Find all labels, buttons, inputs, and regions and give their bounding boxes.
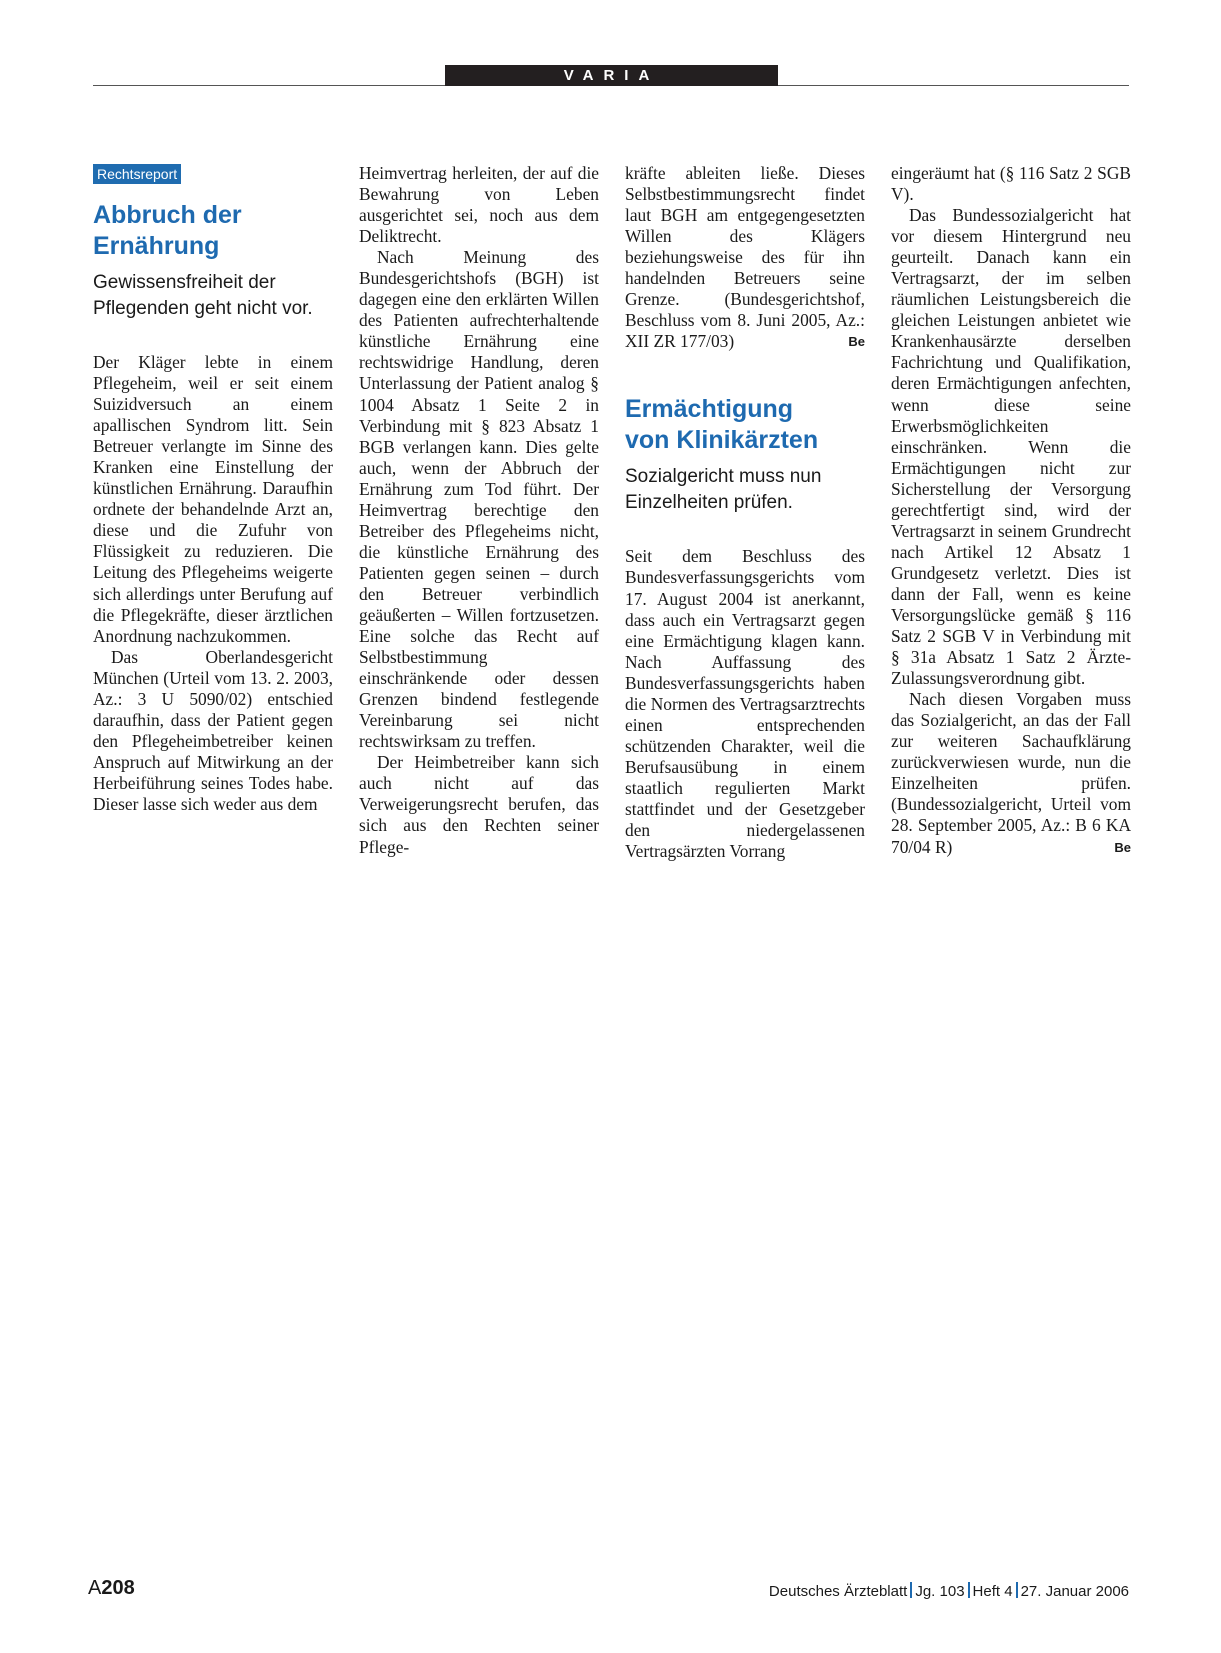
article2-subtitle: Sozialgericht muss nun Einzelheiten prüfen. bbox=[625, 466, 822, 514]
separator-bar bbox=[1016, 1582, 1018, 1598]
article2-title bbox=[625, 394, 865, 456]
rubric-tag: Rechtsreport bbox=[93, 164, 181, 184]
journal-volume: Jg. 103 bbox=[915, 1583, 965, 1600]
article1-paragraph-4: Der Heimbetreiber kann sich auch nicht auf das Verweigerungsrecht berufen, das sich aus den Rechten seiner Pflege- bbox=[359, 752, 599, 857]
article2-paragraph-3-text: Nach diesen Vorgaben muss das Sozialgericht, an das der Fall zur weiteren Sachaufklärung zurückverwiesen wurde, nun die Einzelheiten prüfen. (Bundessozialgericht, Urteil vom 28. September 2005, Az.: B 6 KA 70/04 R) bbox=[891, 689, 1131, 857]
article1-subtitle: Gewissensfreiheit der Pflegenden geht nicht vor. bbox=[93, 272, 313, 319]
journal-name: Deutsches Ärzteblatt bbox=[768, 1583, 908, 1600]
article1-signature: Be bbox=[848, 334, 865, 350]
article1-paragraph-1: Der Kläger lebte in einem Pflegeheim, weil er seit einem Suizidversuch an einem apallischen Syndrom litt. Sein Betreuer verlangte im Sinne des Kranken eine Einstellung der künstlichen Ernährung. Daraufhin ordnete der behandelnde Arzt an, diese und die Zufuhr von Flüssigkeit zu reduzieren. Die Leitung des Pflegeheims weigerte sich allerdings unter Berufung auf die Pflegekräfte, dieser ärztlichen Anordnung nachzukommen. bbox=[93, 352, 333, 646]
article2-title-line2: von Klinikärzten bbox=[625, 426, 819, 455]
column-4 bbox=[891, 163, 1131, 858]
column-2 bbox=[359, 163, 599, 858]
page-number bbox=[88, 1577, 135, 1600]
article1-paragraph-2-continued: Heimvertrag herleiten, der auf die Bewahrung von Leben ausgerichtet sei, noch aus dem Deliktrecht. bbox=[359, 163, 599, 247]
article2-paragraph-1: Seit dem Beschluss des Bundesverfassungsgerichts vom 17. August 2004 ist anerkannt, dass auch ein Vertragsarzt gegen eine Ermächtigung klagen kann. Nach Auffassung des Bundesverfassungsgerichts haben die Normen des Vertragsarztrechts einen entsprechenden schützenden Charakter, weil die Berufsausübung in einem staatlich regulierten Markt stattfindet und der Gesetzgeber den niedergelassenen Vertragsärzten Vorrang bbox=[625, 546, 865, 862]
article1-title bbox=[93, 200, 333, 262]
article1-paragraph-4-continued bbox=[625, 163, 865, 352]
separator-bar bbox=[968, 1582, 970, 1598]
column-3 bbox=[625, 163, 865, 862]
article1-title-line2: Ernährung bbox=[93, 232, 220, 260]
article1-paragraph-4-continued-text: kräfte ableiten ließe. Dieses Selbstbestimmungsrecht findet laut BGH am entgegengesetzten Willen des Klägers beziehungsweise des für ihn handelnden Betreuers seine Grenze. (Bundesgerichtshof, Beschluss vom 8. Juni 2005, Az.: XII ZR 177/03) bbox=[625, 163, 865, 352]
footer-citation bbox=[769, 1582, 1129, 1600]
article2-title-line1: Ermächtigung bbox=[625, 395, 794, 424]
article2-paragraph-2: Das Bundessozialgericht hat vor diesem Hintergrund neu geurteilt. Danach kann ein Vertragsarzt, der im selben räumlichen Leistungsbereich die gleichen Leistungen anbietet wie Krankenhausärzte derselben Fachrichtung und Qualifikation, deren Ermächtigungen anfechten, wenn diese seine Erwerbsmöglichkeiten einschränken. Wenn die Ermächtigungen nicht zur Sicherstellung der Versorgung gerechtfertigt sind, wird der Vertragsarzt in seinem Grundrecht nach Artikel 12 Absatz 1 Grundgesetz verletzt. Dies ist dann der Fall, wenn es keine Versorgungslücke gemäß § 116 Satz 2 SGB V in Verbindung mit § 31a Absatz 1 Satz 2 Ärzte-Zulassungsverordnung gibt. bbox=[891, 205, 1131, 689]
separator-bar bbox=[910, 1582, 912, 1598]
column-1 bbox=[93, 163, 333, 815]
journal-issue: Heft 4 bbox=[972, 1583, 1013, 1600]
section-header: VARIA bbox=[445, 65, 778, 86]
article2-signature: Be bbox=[1114, 839, 1131, 855]
article2-paragraph-1-continued: eingeräumt hat (§ 116 Satz 2 SGB V). bbox=[891, 163, 1131, 205]
page-number-value: 208 bbox=[101, 1577, 135, 1599]
article2-paragraph-3 bbox=[891, 689, 1131, 857]
article1-paragraph-3: Nach Meinung des Bundesgerichtshofs (BGH) ist dagegen eine den erklärten Willen des Patienten aufrechterhaltende künstliche Ernährung eine rechtswidrige Handlung, deren Unterlassung der Patient analog § 1004 Absatz 1 Seite 2 in Verbindung mit § 823 Absatz 1 BGB verlangen kann. Dies gelte auch, wenn der Abbruch der Ernährung zum Tod führt. Der Heimvertrag berechtige den Betreiber des Pflegeheims nicht, die künstliche Ernährung des Patienten gegen seinen – durch den Betreuer verbindlich geäußerten – Willen fortzusetzen. Eine solche das Recht auf Selbstbestimmung einschränkende oder dessen Grenzen bindend festlegende Vereinbarung sei nicht rechtswirksam zu treffen. bbox=[359, 247, 599, 752]
page-prefix: A bbox=[88, 1577, 102, 1599]
article1-title-line1: Abbruch der bbox=[93, 201, 242, 229]
article1-paragraph-2: Das Oberlandesgericht München (Urteil vom 13. 2. 2003, Az.: 3 U 5090/02) entschied daraufhin, dass der Patient gegen den Pflegeheimbetreiber keinen Anspruch auf Mitwirkung an der Herbeiführung seines Todes habe. Dieser lasse sich weder aus dem bbox=[93, 646, 333, 814]
journal-date: 27. Januar 2006 bbox=[1020, 1583, 1129, 1600]
